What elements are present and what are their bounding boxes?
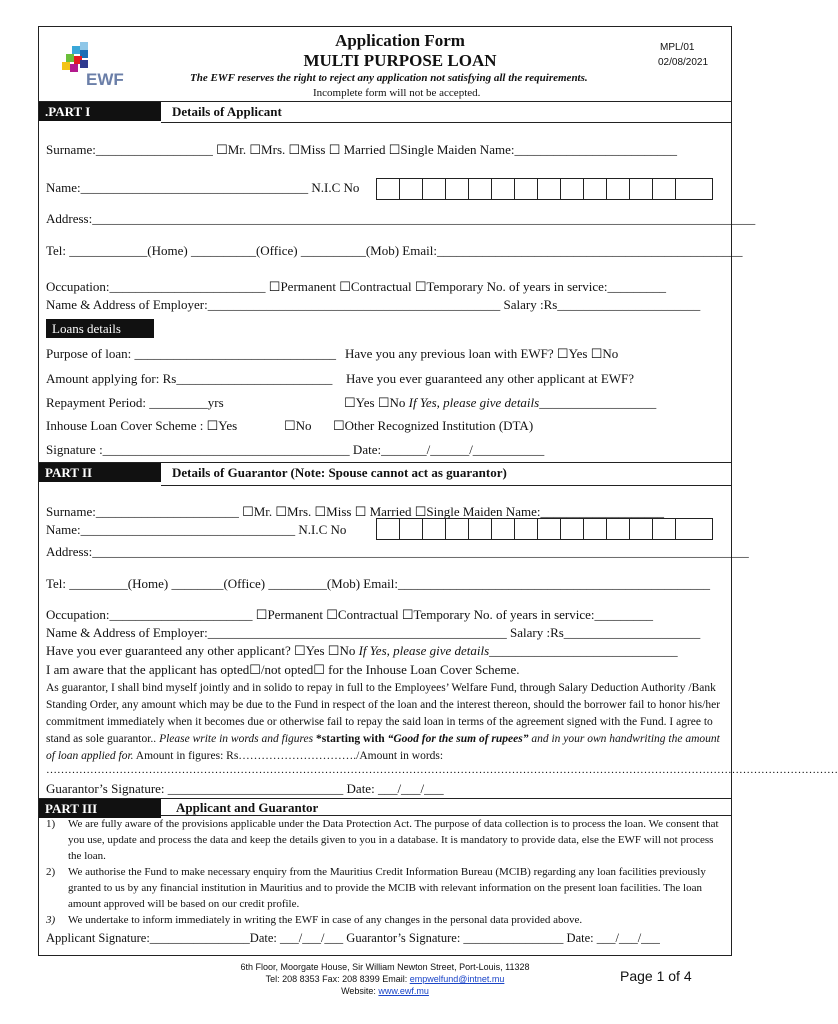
part2-title: Details of Guarantor (Note: Spouse cannot act as guarantor)	[172, 465, 507, 480]
part1-title: Details of Applicant	[172, 104, 282, 119]
applicant-surname-row[interactable]: Surname:__________________ ☐Mr. ☐Mrs. ☐Miss ☐ Married ☐Single Maiden Name:_________________________	[46, 142, 677, 157]
logo-text: EWF	[86, 70, 124, 89]
list-item: 2) We authorise the Fund to make necessary enquiry from the Mauritius Credit Information Bureau (MCIB) regarding any loan facilities previously granted to us by any financial institution in Mauritius and to provide the MCIB with relevant information on the present loan facilities. The loan amount approved will be based on our credit profile.	[46, 866, 706, 910]
guarantor-name-row[interactable]: Name:_________________________________ N.I.C No	[46, 522, 347, 537]
part2-title-rule	[161, 485, 732, 486]
notice-incomplete: Incomplete form will not be accepted.	[313, 87, 481, 99]
part3-label: PART III	[39, 799, 161, 818]
guarantor-surname-row[interactable]: Surname:______________________ ☐Mr. ☐Mrs. ☐Miss ☐ Married ☐Single Maiden Name:___________________	[46, 504, 664, 519]
page-number: Page 1 of 4	[620, 968, 692, 984]
part1-title-rule	[161, 122, 732, 123]
applicant-tel-row[interactable]: Tel: ____________(Home) __________(Office) __________(Mob) Email:_______________________________________________	[46, 243, 743, 258]
footer-email-link[interactable]: empwelfund@intnet.mu	[409, 974, 505, 984]
ref-code: MPL/01	[660, 42, 695, 53]
guarantor-signature-row[interactable]: Guarantor’s Signature: ___________________________ Date: ___/___/___	[46, 781, 444, 796]
footer-line-3: Website: www.ewf.mu	[341, 986, 429, 996]
guarantor-declaration: As guarantor, I shall bind myself jointly and in solido to repay in full to the Employees’ Welfare Fund, through Salary Deduction Authority /Bank Standing Order, any amount which may be due to the Fund in respect of the loan and the interest thereon, should the borrower fail to honor his/her commitment immediately when it becomes due or otherwise fail to repay the said loan in terms of the agreement signed with the Fund. I agree to stand as sole guarantor.. Please write in words and figures *starting with “Good for the sum of rupees” and in your own handwriting the amount of loan applied for. Amount in figures: Rs…………………………./Amount in words:	[46, 682, 721, 762]
applicant-employer-row[interactable]: Name & Address of Employer:_____________________________________________ Salary :Rs______________________	[46, 297, 701, 312]
applicant-nic-boxes[interactable]	[376, 178, 713, 200]
ewf-logo	[56, 40, 126, 92]
guaranteed-question: Have you ever guaranteed any other applicant at EWF?	[346, 371, 635, 386]
consent-list	[46, 816, 726, 928]
part3-title: Applicant and Guarantor	[176, 800, 319, 815]
loans-details-label: Loans details	[46, 319, 154, 338]
applicant-occupation-row[interactable]: Occupation:________________________ ☐Permanent ☐Contractual ☐Temporary No. of years in service:_________	[46, 279, 667, 294]
amount-in-words-line[interactable]: ………………………………………………………………………………………………………………………………………………………………………………………………	[46, 764, 838, 776]
list-item: 3) We undertake to inform immediately in writing the EWF in case of any changes in the personal data provided above.	[46, 914, 583, 926]
applicant-name-row[interactable]: Name:___________________________________ N.I.C No	[46, 180, 360, 195]
final-signatures-row[interactable]: Applicant Signature:________________Date: ___/___/___ Guarantor’s Signature: ________________ Date: ___/___/___	[46, 931, 660, 945]
footer-website-link[interactable]: www.ewf.mu	[378, 986, 429, 996]
inhouse-cover-no[interactable]: ☐No	[284, 418, 312, 433]
form-title: Application Form	[335, 31, 465, 50]
dta-option[interactable]: ☐Other Recognized Institution (DTA)	[333, 418, 534, 433]
guaranteed-yes-no[interactable]: ☐Yes ☐No If Yes, please give details__________________	[344, 395, 657, 410]
form-subtitle: MULTI PURPOSE LOAN	[303, 51, 497, 70]
inhouse-cover-yes[interactable]: Inhouse Loan Cover Scheme : ☐Yes	[46, 418, 238, 433]
guarantor-address-row[interactable]: Address:_____________________________________________________________________________________________________	[46, 544, 749, 559]
list-item: 1) We are fully aware of the provisions applicable under the Data Protection Act. The purpose of data collection is to process the loan. We consent that you use, update and process the data and keep the details given to you in a database. It is mandatory to provide data, else the EWF will not process the loan.	[46, 818, 719, 862]
footer-line-2: Tel: 208 8353 Fax: 208 8399 Email: empwelfund@intnet.mu	[265, 974, 505, 984]
previous-loan-question[interactable]: Have you any previous loan with EWF? ☐Yes ☐No	[345, 346, 619, 361]
applicant-signature-row[interactable]: Signature :______________________________________ Date:_______/______/___________	[46, 442, 545, 457]
footer-line-1: 6th Floor, Moorgate House, Sir William Newton Street, Port-Louis, 11328	[240, 962, 530, 972]
part1-label: .PART I	[39, 102, 161, 121]
footer-address	[160, 961, 610, 997]
guarantor-guaranteed-row[interactable]: Have you ever guaranteed any other applicant? ☐Yes ☐No If Yes, please give details_____________________________	[46, 643, 678, 658]
ref-date: 02/08/2021	[658, 57, 709, 68]
guarantor-tel-row[interactable]: Tel: _________(Home) ________(Office) _________(Mob) Email:________________________________________________	[46, 576, 710, 591]
guarantor-occupation-row[interactable]: Occupation:______________________ ☐Permanent ☐Contractual ☐Temporary No. of years in service:_________	[46, 607, 654, 622]
amount-applying-field[interactable]: Amount applying for: Rs________________________	[46, 371, 333, 386]
repayment-period-field[interactable]: Repayment Period: _________yrs	[46, 395, 224, 410]
part2-label: PART II	[39, 463, 161, 482]
purpose-of-loan-field[interactable]: Purpose of loan: _______________________________	[46, 346, 336, 361]
applicant-address-row[interactable]: Address:______________________________________________________________________________________________________	[46, 211, 756, 226]
guarantor-nic-boxes[interactable]	[376, 518, 713, 540]
notice: The EWF reserves the right to reject any application not satisfying all the requirements.	[190, 72, 588, 84]
guarantor-employer-row[interactable]: Name & Address of Employer:______________________________________________ Salary :Rs_____________________	[46, 625, 701, 640]
inhouse-awareness-row[interactable]: I am aware that the applicant has opted☐/not opted☐ for the Inhouse Loan Cover Scheme.	[46, 662, 520, 677]
